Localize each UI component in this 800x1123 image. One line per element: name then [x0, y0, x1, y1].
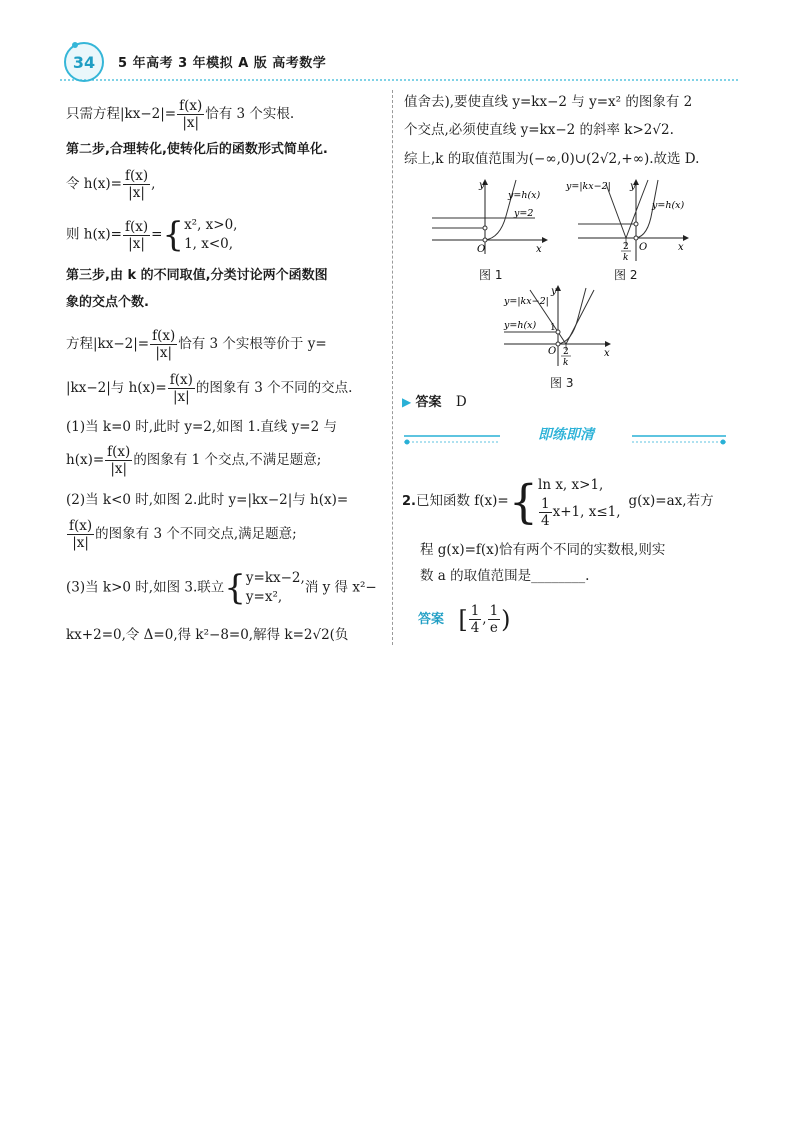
case-3-line-a: (3)当 k>0 时,如图 3.联立{ y=kx−2, y=x², 消 y 得 x²−	[66, 568, 377, 608]
x-axis-arrow	[542, 237, 548, 243]
case-3-line-b: kx+2=0,令 Δ=0,得 k²−8=0,解得 k=2√2(负	[66, 627, 349, 643]
y-label: y	[551, 286, 557, 297]
piecewise-cases: x², x>0, 1, x<0,	[184, 217, 238, 252]
x-label: x	[536, 244, 542, 255]
fraction: $\frac{1}{e}$	[489, 603, 499, 636]
one-label: 1	[550, 323, 556, 333]
y-label: y	[479, 180, 485, 191]
open-point	[634, 236, 638, 240]
left-bracket: [	[458, 605, 468, 634]
origin-label: O	[477, 244, 486, 255]
left-line-8: |kx−2|与 h(x)= $\frac{f(x)}{|x|}$ 的图象有 3 个不同的交点.	[66, 372, 353, 405]
figure-3-caption: 图 3	[550, 376, 574, 390]
parabola-curve	[558, 288, 586, 344]
case-1-line-b: h(x)= $\frac{f(x)}{|x|}$ 的图象有 1 个交点,不满足题意;	[66, 444, 322, 477]
header-rule	[60, 78, 740, 82]
running-header: 5 年高考 3 年模拟 A 版 高考数学	[118, 56, 327, 71]
figure-2	[560, 176, 695, 266]
question-2-line-3: 数 a 的取值范围是________.	[420, 568, 590, 584]
left-brace: {	[224, 568, 246, 608]
right-line-3: 综上,k 的取值范围为(−∞,0)∪(2√2,+∞).故选 D.	[404, 151, 700, 167]
column-divider	[392, 90, 393, 645]
left-line-3: 令 h(x)= $\frac{f(x)}{|x|}$ ,	[66, 168, 156, 201]
right-paren: )	[501, 605, 511, 634]
left-brace: {	[508, 474, 539, 529]
right-line-2: 个交点,必须使直线 y=kx−2 的斜率 k>2√2.	[404, 122, 674, 138]
root-numerator: 2	[623, 242, 629, 252]
h-label: y=h(x)	[652, 200, 685, 211]
x-label: x	[678, 242, 684, 253]
abs-line	[606, 180, 648, 238]
triangle-marker-icon: ▶	[402, 395, 412, 409]
question-2-line-2: 程 g(x)=f(x)恰有两个不同的实数根,则实	[420, 542, 666, 558]
right-line-1: 值舍去),要使直线 y=kx−2 与 y=x² 的图象有 2	[404, 94, 693, 110]
left-line-7: 方程|kx−2|= $\frac{f(x)}{|x|}$ 恰有 3 个实根等价于 y=	[66, 328, 327, 361]
fraction: $\frac{f(x)}{|x|}$	[124, 218, 149, 252]
open-point	[483, 226, 487, 230]
case-2-line-a: (2)当 k<0 时,如图 2.此时 y=|kx−2|与 h(x)=	[66, 492, 349, 508]
step-3-heading-b: 象的交点个数.	[66, 295, 149, 310]
x-label: x	[604, 348, 610, 359]
h-label: y=h(x)	[508, 190, 541, 201]
case-2-line-b: $\frac{f(x)}{|x|}$ 的图象有 3 个不同交点,满足题意;	[69, 518, 297, 551]
fraction: $\frac{f(x)}{|x|}$	[169, 372, 193, 405]
fraction: $\frac{f(x)}{|x|}$	[152, 328, 176, 361]
root-denominator: k	[623, 253, 629, 263]
system-cases: y=kx−2, y=x²,	[245, 570, 305, 605]
root-numerator: 2	[563, 347, 569, 357]
case-1-line-a: (1)当 k=0 时,此时 y=2,如图 1.直线 y=2 与	[66, 419, 337, 435]
abs-label: y=|kx−2|	[504, 296, 549, 307]
figure-3	[500, 284, 620, 370]
abs-label: y=|kx−2|	[566, 181, 611, 192]
fraction: $\frac{1}{4}$	[470, 603, 480, 636]
step-2-heading: 第二步,合理转化,使转化后的函数形式简单化.	[66, 142, 328, 157]
h-label: y=h(x)	[504, 320, 537, 331]
fraction: $\frac{1}{4}$	[541, 496, 550, 529]
y-label: y	[630, 181, 636, 192]
x-axis-arrow	[683, 235, 689, 241]
open-point	[556, 330, 560, 334]
figure-1-caption: 图 1	[479, 268, 503, 282]
page-number: 34	[72, 52, 96, 72]
fraction: $\frac{f(x)}{|x|}$	[69, 518, 93, 551]
figure-2-caption: 图 2	[614, 268, 638, 282]
fraction: $\frac{f(x)}{|x|}$	[124, 168, 149, 201]
left-brace: {	[162, 215, 185, 255]
answer-row: ▶ 答案 D	[402, 394, 467, 410]
page-number-badge	[64, 42, 104, 82]
root-denominator: k	[563, 358, 569, 368]
parabola-curve	[485, 180, 516, 240]
line-label: y=2	[514, 208, 534, 219]
fraction: $\frac{f(x)}{|x|}$	[179, 98, 203, 131]
open-point	[556, 342, 560, 346]
left-line-1: 只需方程|kx−2|= $\frac{f(x)}{|x|}$ 恰有 3 个实根.	[66, 98, 295, 131]
left-line-4: 则 h(x)= $\frac{f(x)}{|x|}$ ={ x², x>0, 1, x<0,	[66, 215, 238, 255]
fraction: $\frac{f(x)}{|x|}$	[107, 444, 131, 477]
origin-label: O	[639, 242, 648, 253]
x-axis-arrow	[605, 341, 611, 347]
question-2-line-1: 2.已知函数 f(x)={ ln x, x>1, $\frac{1}{4}$ x+1, x≤1, g(x)=ax,若方	[402, 474, 714, 529]
step-3-heading-a: 第三步,由 k 的不同取值,分类讨论两个函数图	[66, 268, 328, 283]
origin-label: O	[548, 346, 557, 357]
open-point	[634, 222, 638, 226]
figure-1	[430, 176, 560, 256]
open-point	[483, 238, 487, 242]
section-banner: 即练即清	[500, 424, 632, 444]
question-2-answer: 答案 [ $\frac{1}{4}$ , $\frac{1}{e}$ )	[418, 603, 511, 636]
piecewise-cases: ln x, x>1, $\frac{1}{4}$ x+1, x≤1,	[538, 477, 621, 529]
